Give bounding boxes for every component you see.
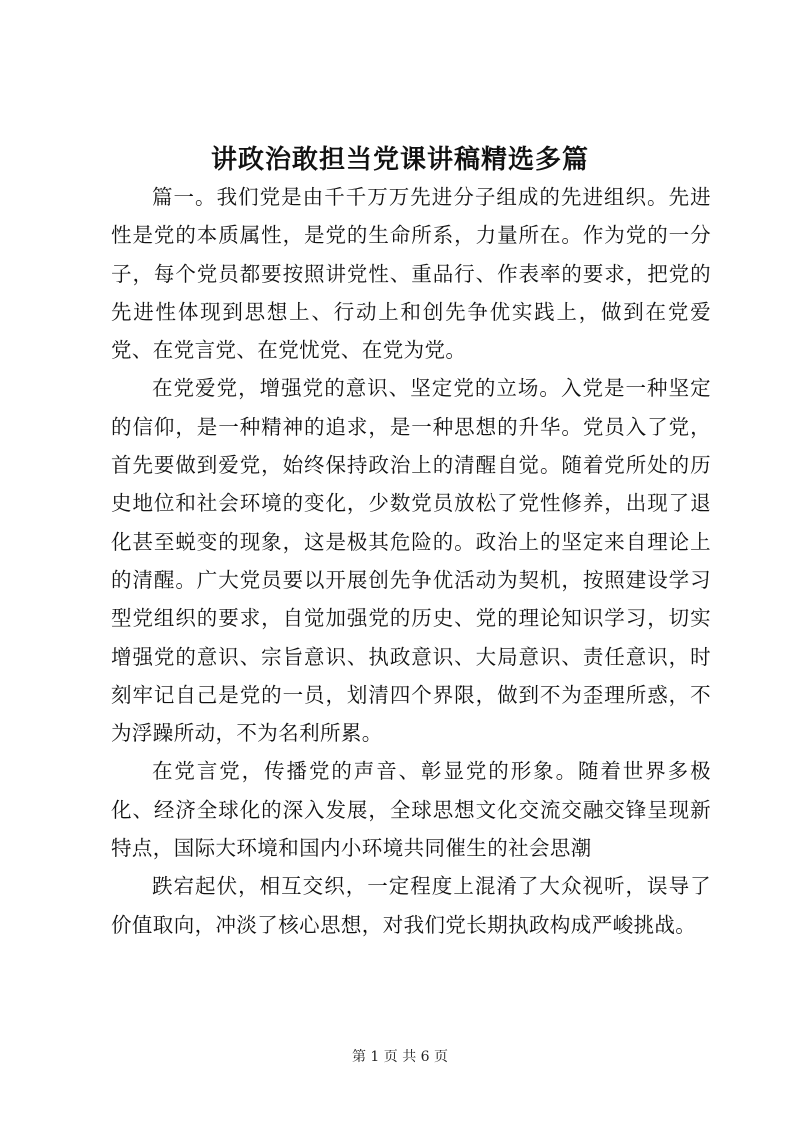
paragraph-4: 跌宕起伏，相互交织，一定程度上混淆了大众视听，误导了价值取向，冲淡了核心思想，对我们党长期执政构成严峻挑战。 [111,874,711,937]
paragraph-2: 在党爱党，增强党的意识、坚定党的立场。入党是一种坚定的信仰，是一种精神的追求，是一种思想的升华。党员入了党，首先要做到爱党，始终保持政治上的清醒自觉。随着党所处的历史地位和社会环境的变化，少数党员放松了党性修养，出现了退化甚至蜕变的现象，这是极其危险的。政治上的坚定来自理论上的清醒。广大党员要以开展创先争优活动为契机，按照建设学习型党组织的要求，自觉加强党的历史、党的理论知识学习，切实增强党的意识、宗旨意识、执政意识、大局意识、责任意识，时刻牢记自己是党的一员，划清四个界限，做到不为歪理所惑，不为浮躁所动，不为名利所累。 [111,376,711,746]
document-body [111,178,711,944]
document-title: 讲政治敢担当党课讲稿精选多篇 [210,145,589,175]
paragraph-3: 在党言党，传播党的声音、彰显党的形象。随着世界多极化、经济全球化的深入发展，全球思想文化交流交融交锋呈现新特点，国际大环境和国内小环境共同催生的社会思潮 [111,759,711,861]
paragraph-1: 篇一。我们党是由千千万万先进分子组成的先进组织。先进性是党的本质属性，是党的生命所系，力量所在。作为党的一分子，每个党员都要按照讲党性、重品行、作表率的要求，把党的先进性体现到思想上、行动上和创先争优实践上，做到在党爱党、在党言党、在党忧党、在党为党。 [111,185,711,363]
page-footer: 第 1 页 共 6 页 [351,1049,449,1065]
